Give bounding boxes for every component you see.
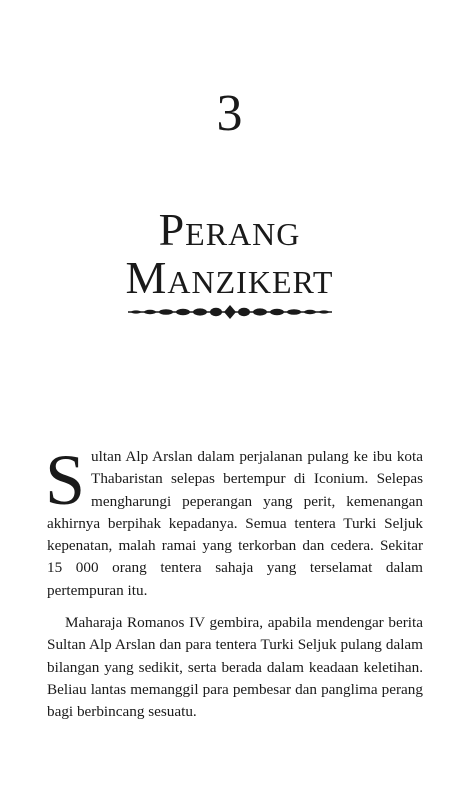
chapter-title-line-1: Perang bbox=[158, 204, 301, 255]
ornament-divider bbox=[128, 304, 332, 320]
paragraph-1-text: ultan Alp Arslan dalam perjalanan pulang ke ibu kota Thabaristan selepas bertempur di Iconium. Selepas mengharungi peperangan yang perit, kemenangan akhirnya berpihak kepadanya. Semua tentera Turki Seljuk kepenatan, malah ramai yang terkorban dan cedera. Sekitar 15 000 orang tentera sahaja yang terselamat dalam pertempuran itu. bbox=[47, 448, 423, 599]
chapter-title bbox=[0, 206, 459, 302]
drop-cap: S bbox=[45, 440, 86, 520]
chapter-number: 3 bbox=[216, 85, 243, 142]
chapter-body bbox=[45, 440, 423, 724]
paragraph-1 bbox=[45, 440, 423, 602]
paragraph-2: Maharaja Romanos IV gembira, apabila mendengar berita Sultan Alp Arslan dan para tentera Turki Seljuk pulang dalam bilangan yang sedikit, serta berada dalam keadaan keletihan. Beliau lantas memanggil para pembesar dan panglima perang bagi berbincang sesuatu. bbox=[47, 614, 423, 721]
chapter-title-line-2: Manzikert bbox=[125, 252, 334, 303]
